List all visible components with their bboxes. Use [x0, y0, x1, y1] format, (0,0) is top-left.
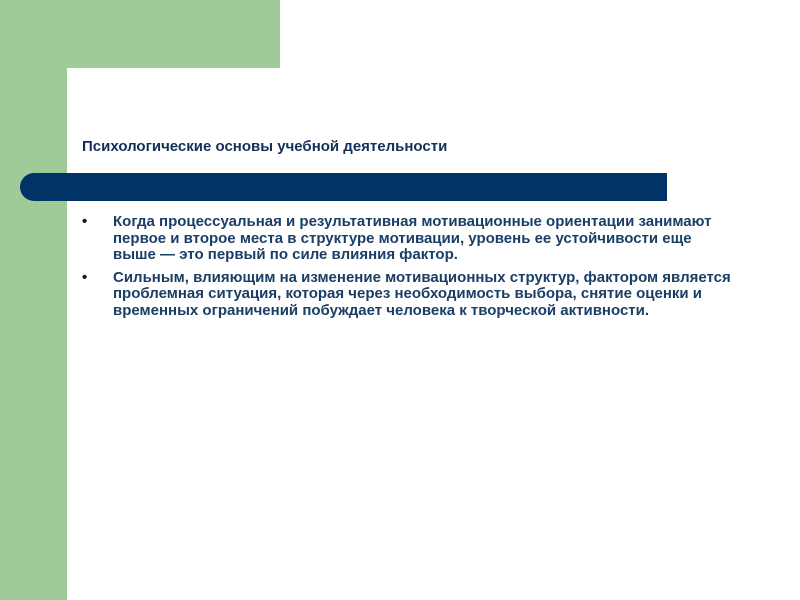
title-underline-bar [20, 173, 667, 201]
bullet-item-2 [82, 270, 732, 320]
bullet-text: Сильным, влияющим на изменение мотивационных структур, фактором является проблемная ситуация, которая через необходимость выбора, снятие оценки и временных ограничений побуждает человека к творческой активности. [113, 268, 731, 319]
decorative-green-side-band [0, 0, 67, 600]
slide-title: Психологические основы учебной деятельности [82, 138, 448, 155]
bullet-dot-icon: • [82, 213, 88, 230]
bullet-text: Когда процессуальная и результативная мотивационные ориентации занимают первое и второе места в структуре мотивации, уровень ее устойчивости еще выше — это первый по силе влияния фактор. [113, 213, 712, 263]
bullet-dot-icon: • [82, 268, 88, 286]
bullet-item-1 [82, 214, 732, 264]
bullet-list [82, 214, 732, 325]
